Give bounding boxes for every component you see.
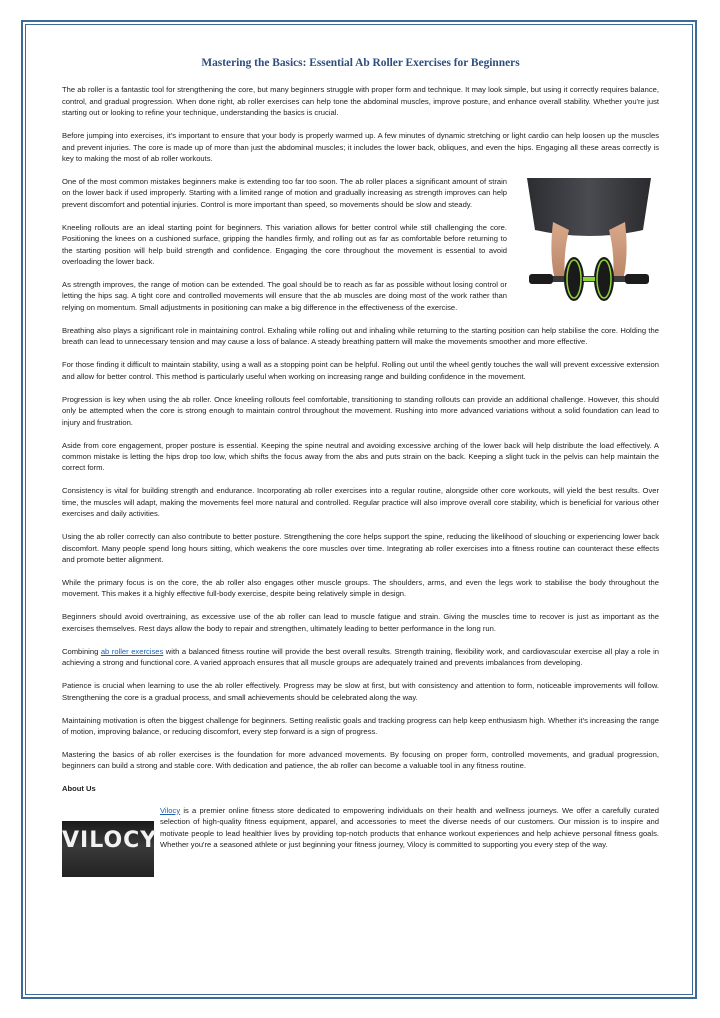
article	[62, 58, 659, 877]
paragraph-intro: The ab roller is a fantastic tool for strengthening the core, but many beginners struggle with proper form and technique. It may look simple, but using it correctly requires balance, control, and gradual progression. When done right, ab roller exercises can help tone the abdominal muscles, improve posture, and enhance overall stability. Whether you're just starting out or looking to refine your technique, understanding the basics is crucial.	[62, 85, 659, 118]
about-us-text	[160, 805, 659, 851]
ab-roller-photo	[519, 178, 659, 303]
article-title: Mastering the Basics: Essential Ab Roller Exercises for Beginners	[201, 57, 520, 69]
paragraph-breathing: Breathing also plays a significant role in maintaining control. Exhaling while rolling out and inhaling while returning to the starting position can help stabilise the core. Holding the breath can lead to unnecessary tension and may cause a loss of balance. A steady breathing pattern will make the movements smoother and more effective.	[62, 325, 659, 347]
paragraph-kneeling-rollouts: Kneeling rollouts are an ideal starting point for beginners. This variation allows for better control while still challenging the core. Positioning the knees on a cushioned surface, gripping the handles firmly, and rolling out as far as comfortable before returning to the starting position will help build strength and confidence. Engaging the core throughout the movement is essential to avoid overloading the lower back.	[62, 222, 507, 267]
paragraph-wall: For those finding it difficult to maintain stability, using a wall as a stopping point can be helpful. Rolling out until the wheel gently touches the wall will prevent excessive extension and allow for better control. This method is particularly useful when working on increasing range and building confidence in the movement.	[62, 360, 659, 381]
vilocy-link[interactable]: Vilocy	[160, 805, 181, 815]
paragraph-better-posture: Using the ab roller correctly can also contribute to better posture. Strengthening the core helps support the spine, reducing the likelihood of slouching or experiencing lower back discomfort. Many people spend long hours sitting, which weakens the core muscles over time. Integrating ab roller exercises into a fitness routine can counteract these effects and promote better alignment.	[62, 532, 659, 564]
paragraph-motivation: Maintaining motivation is often the biggest challenge for beginners. Setting realistic goals and tracking progress can help keep enthusiasm high. Whether it's increasing the range of motion, improving balance, or reducing discomfort, every step forward is a sign of progress.	[62, 715, 659, 736]
ab-roller-exercises-link[interactable]: ab roller exercises	[100, 646, 164, 656]
vilocy-logo-text: VILOCY	[62, 827, 158, 853]
combining-text-end: with a balanced fitness routine will provide the best overall results. Strength training, flexibility work, and cardiovascular exercise all play a role in achieving a strong and functional core. A varied approach ensures that all muscle groups are adequately trained and prevents imbalances from developing.	[62, 646, 659, 668]
paragraph-warmup: Before jumping into exercises, it's important to ensure that your body is properly warmed up. A few minutes of dynamic stretching or light cardio can help loosen up the muscles and prevent injuries. The core is made up of more than just the abdominal muscles; it includes the lower back, obliques, and even the hips. Engaging all these areas correctly is key to making the most of ab roller workouts.	[62, 131, 659, 164]
paragraph-muscle-groups: While the primary focus is on the core, the ab roller also engages other muscle groups. The shoulders, arms, and even the legs work to stabilise the body throughout the movement. This makes it a highly effective full-body exercise, despite being relatively simple in design.	[62, 577, 659, 599]
paragraph-posture: Aside from core engagement, proper posture is essential. Keeping the spine neutral and avoiding excessive arching of the lower back will help distribute the load effectively. A common mistake is letting the hips drop too low, which shifts the focus away from the abs and puts strain on the back. Keeping a slight tuck in the pelvis can help maintain the correct form.	[62, 440, 659, 473]
about-us-description: is a premier online fitness store dedicated to empowering individuals on their health and wellness journeys. We offer a carefully curated selection of high-quality fitness equipment, apparel, and accessories to meet the diverse needs of our customers. Our mission is to inspire and motivate people to lead healthier lives by providing top-notch products that enhance workout experiences and help achieve personal fitness goals. Whether you're a seasoned athlete or just beginning your fitness journey, Vilocy is committed to supporting you every step of the way.	[160, 805, 659, 849]
vilocy-logo	[62, 821, 158, 877]
paragraph-combining	[62, 646, 659, 669]
paragraph-extending-range: As strength improves, the range of motion can be extended. The goal should be to reach as far as possible without losing control or letting the hips sag. A tight core and controlled movements will ensure that the ab muscles are doing most of the work rather than relying on momentum. Small adjustments in positioning can make a big difference in the effectiveness of the exercise.	[62, 280, 507, 312]
paragraph-conclusion: Mastering the basics of ab roller exercises is the foundation for more advanced movements. By focusing on proper form, controlled movements, and gradual progression, beginners can build a strong and stable core. With dedication and patience, the ab roller can become a valuable tool in any fitness routine.	[62, 749, 659, 771]
combining-text-start: Combining	[62, 646, 101, 656]
paragraph-range-of-motion: One of the most common mistakes beginners make is extending too far too soon. The ab roller places a significant amount of strain on the lower back if used improperly. Starting with a limited range of motion and gradually increasing as strength improves can help prevent discomfort and potential injuries. Control is more important than speed, so movements should be slow and steady.	[62, 177, 507, 209]
paragraph-progression: Progression is key when using the ab roller. Once kneeling rollouts feel comfortable, transitioning to standing rollouts can provide an additional challenge. However, this should only be attempted when the core is strong enough to maintain control throughout the movement. Rushing into more advanced variations without a solid foundation can lead to injury and frustration.	[62, 394, 659, 427]
ab-roller-illustration	[519, 178, 659, 303]
about-us-section	[62, 805, 659, 877]
paragraph-overtraining: Beginners should avoid overtraining, as excessive use of the ab roller can lead to muscle fatigue and strain. Giving the muscles time to recover is just as important as the exercises themselves. Rest days allow the body to repair and strengthen, ultimately leading to better performance in the long run.	[62, 612, 659, 633]
paragraph-consistency: Consistency is vital for building strength and endurance. Incorporating ab roller exercises into a regular routine, alongside other core workouts, will yield the best results. Over time, the muscles will adapt, making the movements feel more natural and controlled. Regular practice will also improve overall core stability, which is beneficial for various other exercises and daily activities.	[62, 486, 659, 519]
about-us-heading: About Us	[62, 784, 96, 794]
paragraph-patience: Patience is crucial when learning to use the ab roller effectively. Progress may be slow at first, but with consistency and attention to form, noticeable improvements will follow. Strengthening the core is a gradual process, and small achievements should be celebrated along the way.	[62, 681, 659, 702]
